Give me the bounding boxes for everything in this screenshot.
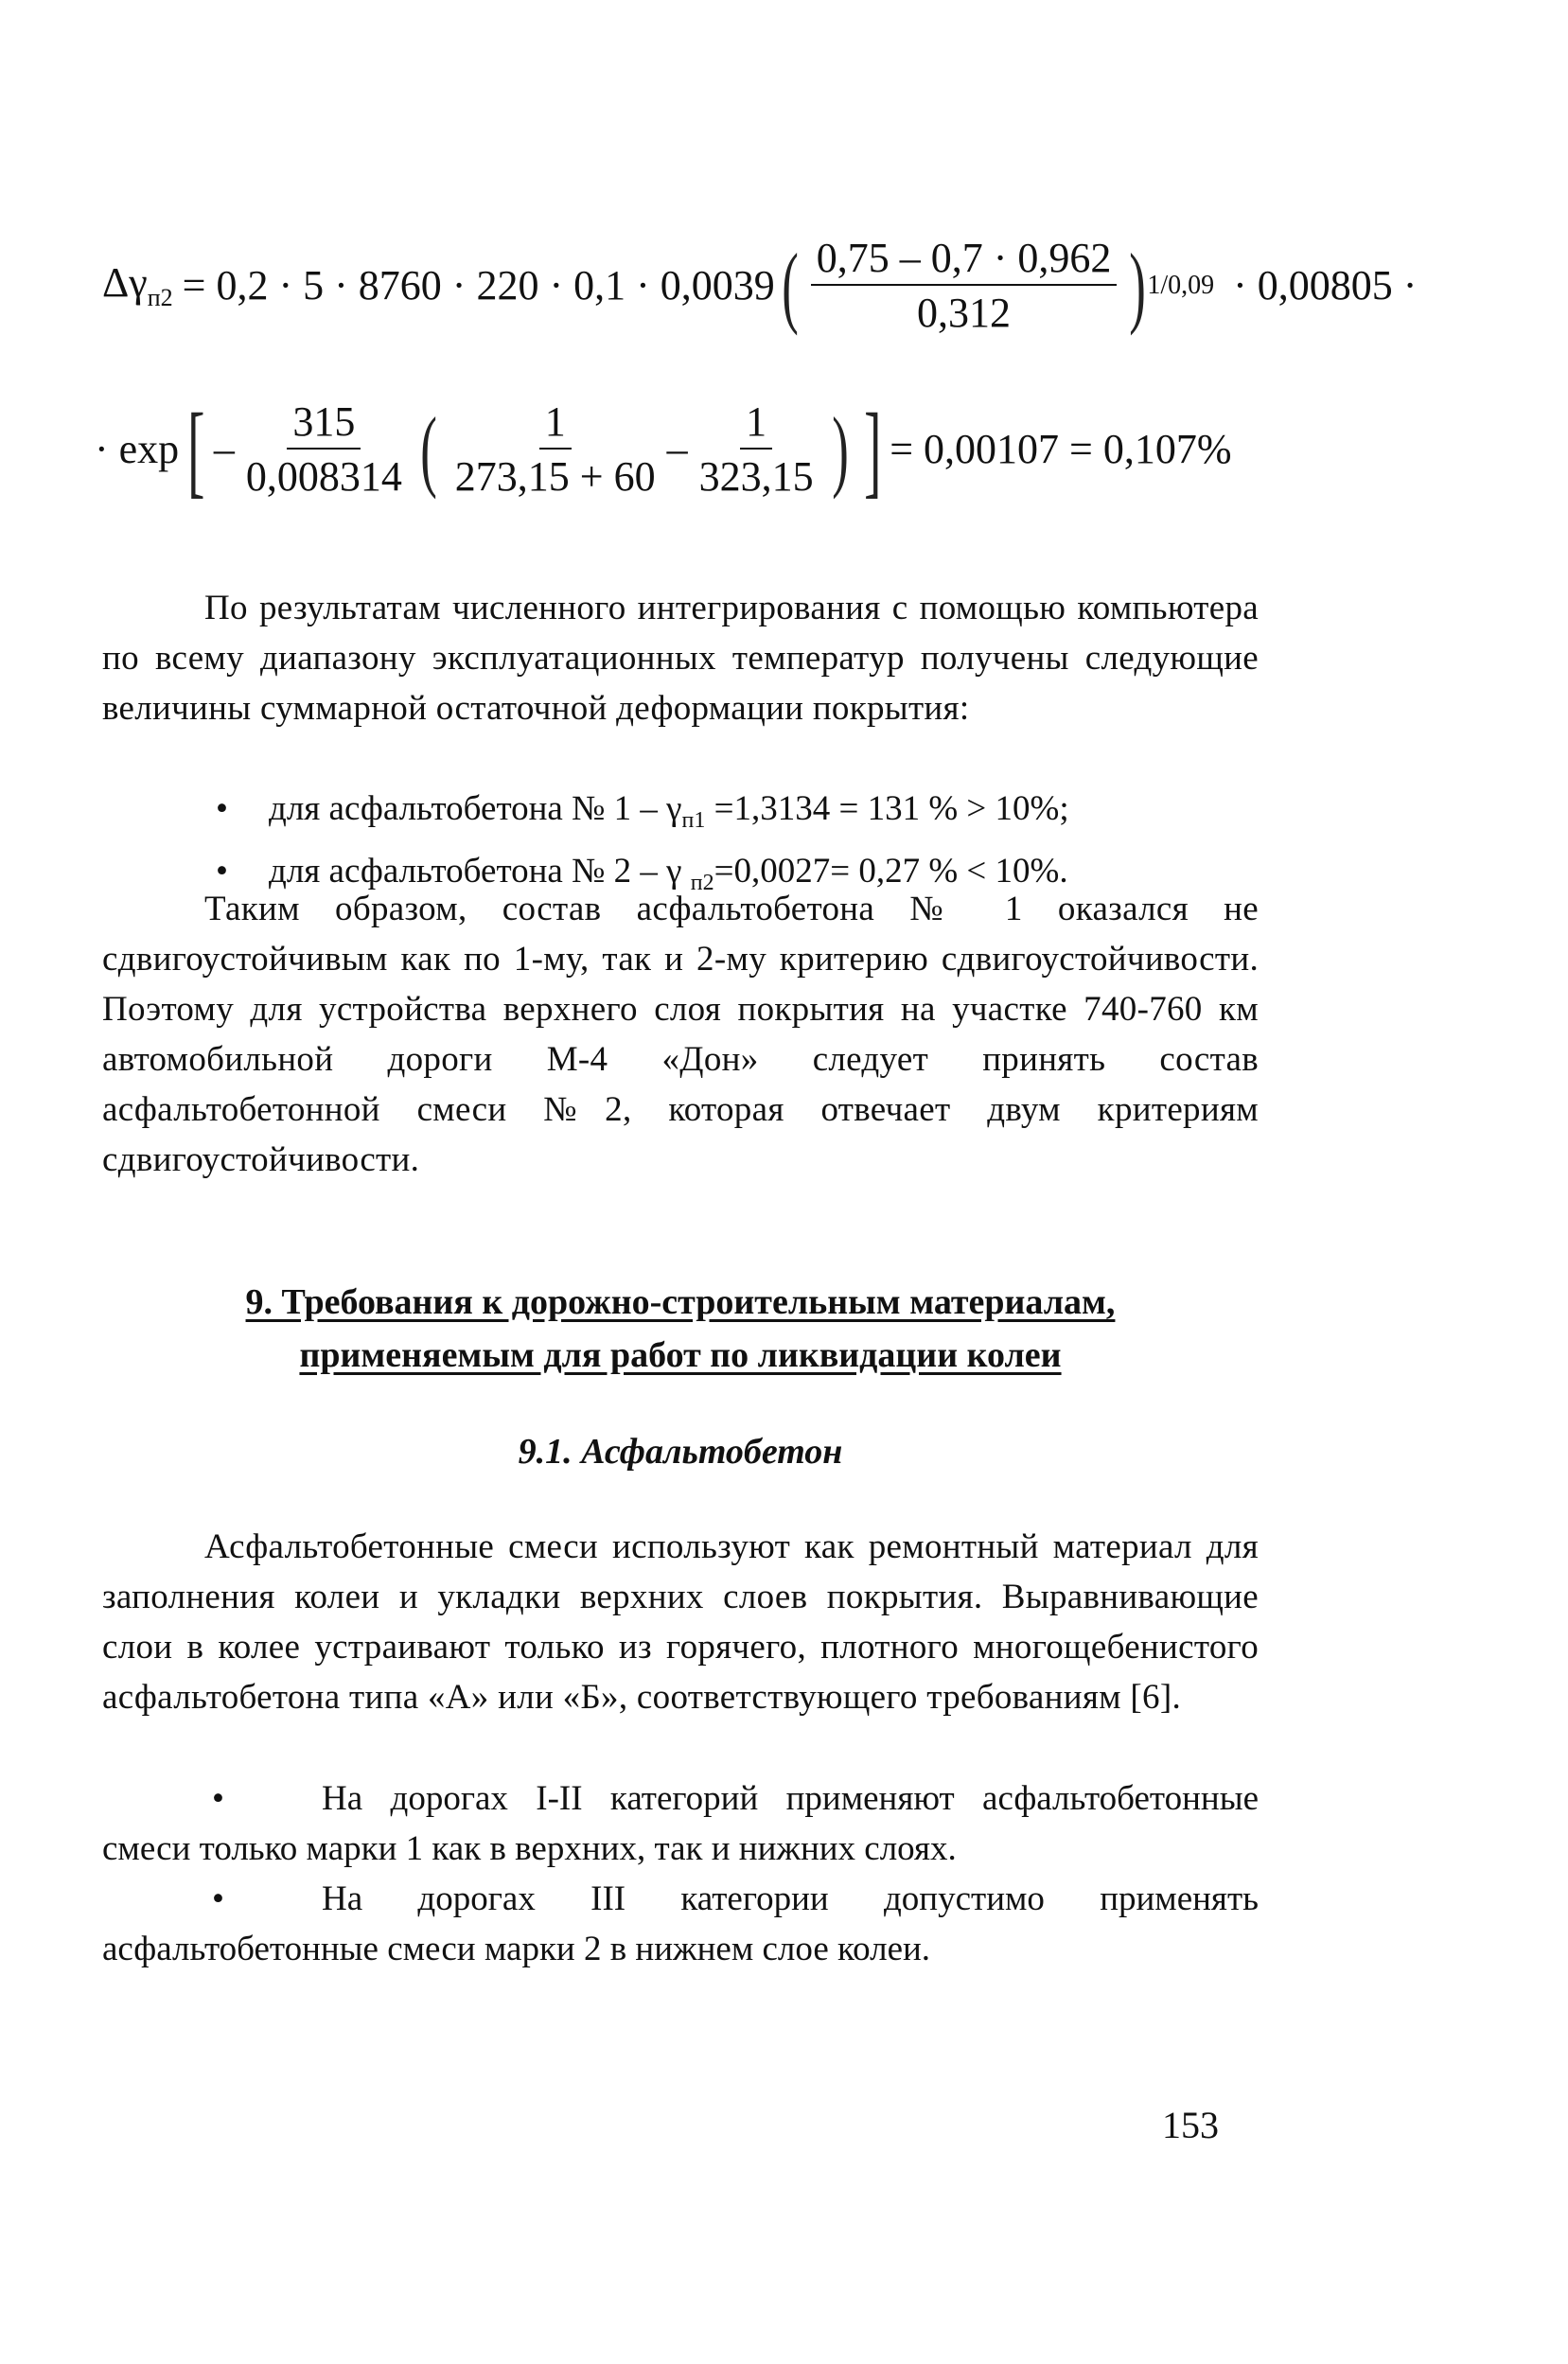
- bullet-icon: •: [212, 1879, 224, 1918]
- left-bracket: [: [187, 392, 205, 507]
- formula-fraction-1: $\frac{315}{0,008314}$: [245, 397, 402, 500]
- list-item: • На дорогах III категории допустимо применять асфальтобетонные смеси марки 2 в нижнем слое колеи.: [102, 1874, 1259, 1974]
- subsection-heading: 9.1. Асфальтобетон: [518, 1432, 843, 1472]
- formula-line-2: [95, 392, 1232, 507]
- list-item: • для асфальтобетона № $1 - \gamma_{п1} =1,3134 = 131$ % > 10%;: [102, 784, 1259, 846]
- formula-product: = 0,2 · 5 · 8760 · 220 · 0,1 · 0,0039: [182, 262, 775, 309]
- left-paren: (: [420, 398, 437, 500]
- left-paren: (: [781, 235, 799, 337]
- right-paren: ): [1129, 235, 1147, 337]
- formula-result: = 0,00107 = 0,107%: [890, 426, 1232, 472]
- right-paren: ): [831, 398, 849, 500]
- list-item: • На дорогах I-II категорий применяют асфальтобетонные смеси только марки 1 как в верхних, так и нижних слоях.: [102, 1773, 1259, 1874]
- formula-line-1: [102, 237, 1417, 335]
- paragraph-asphalt-mixes: Асфальтобетонные смеси используют как ремонтный материал для заполнения колеи и укладки верхних слоев покрытия. Выравнивающие слои в колее устраивают только из горячего, плотного многощебенистого асфальтобетона типа «А» или «Б», соответствующего требованиям [6].: [102, 1527, 1259, 1717]
- section-heading: 9. Требования к дорожно-строительным материалам, применяемым для работ по ликвидации колеи: [245, 1282, 1116, 1375]
- formula-fraction-2: $\frac{1}{273,15 + 60}$: [454, 397, 656, 500]
- list-item: • для асфальтобетона № 2 – γ $_{п2}$=0,0027= 0,27 % < 10%.: [102, 846, 1259, 909]
- bullet-icon: •: [216, 789, 228, 828]
- formula-fraction-3: $\frac{1}{323,15}$: [698, 397, 814, 500]
- road-category-list: [102, 1773, 1259, 1974]
- formula-exponent: 1/0,09: [1147, 271, 1215, 301]
- formula-inner-minus: –: [666, 426, 688, 472]
- bullet-icon: •: [216, 852, 228, 891]
- formula-exp: · exp: [95, 426, 180, 472]
- formula-minus: –: [213, 426, 235, 472]
- page-number: 153: [1162, 2104, 1219, 2146]
- right-bracket: ]: [863, 392, 882, 507]
- paragraph-conclusion: Таким образом, состав асфальтобетона № 1 оказался не сдвигоустойчивым как по 1-му, так и 2-му критерию сдвигоустойчивости. Поэтому для устройства верхнего слоя покрытия на участке 740-760 км автомобильной дороги М-4 «Дон» следует принять состав асфальтобетонной смеси №2, которая отвечает двум критериям сдвигоустойчивости.: [102, 890, 1259, 1179]
- formula-lhs: $\Delta\gamma_{п2}$: [102, 258, 173, 311]
- paragraph-numerical-results: По результатам численного интегрирования с помощью компьютера по всему диапазону эксплуатационных температур получены следующие величины суммарной остаточной деформации покрытия:: [102, 589, 1259, 728]
- formula-tail: · 0,00805 ·: [1233, 262, 1418, 309]
- formula-fraction: $\frac{0,75 - 0,7 \cdot 0,962}{0,312}$: [811, 237, 1118, 335]
- bullet-icon: •: [212, 1779, 224, 1818]
